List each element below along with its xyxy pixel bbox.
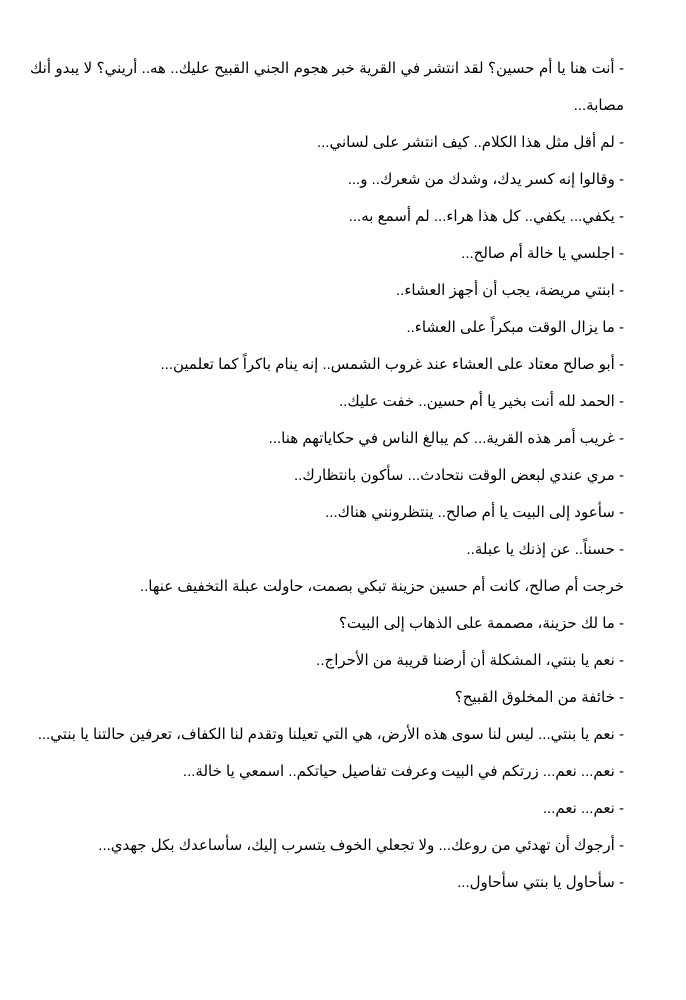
- paragraph-6: - ابنتي مريضة، يجب أن أجهز العشاء..: [396, 282, 624, 299]
- paragraph-13: - حسناً.. عن إذنك يا عبلة..: [466, 541, 624, 558]
- paragraph-17: - خائفة من المخلوق القبيح؟: [454, 689, 624, 706]
- paragraph-9: - الحمد لله أنت بخير يا أم حسين.. خفت عليك..: [339, 393, 624, 410]
- paragraph-12: - سأعود إلى البيت يا أم صالح.. ينتظرونني هناك...: [325, 504, 624, 521]
- paragraph-7: - ما يزال الوقت مبكراً على العشاء..: [406, 319, 624, 336]
- paragraph-21: - أرجوك أن تهدئي من روعك... ولا تجعلي الخوف يتسرب إليك، سأساعدك بكل جهدي...: [98, 837, 624, 854]
- paragraph-14: خرجت أم صالح، كانت أم حسين حزينة تبكي بصمت، حاولت عبلة التخفيف عنها..: [139, 578, 624, 595]
- paragraph-18: - نعم يا بنتي... ليس لنا سوى هذه الأرض، هي التي تعيلنا وتقدم لنا الكفاف، تعرفين حالتنا يا بنتي...: [37, 726, 624, 743]
- paragraph-4: - يكفي... يكفي.. كل هذا هراء... لم أسمع به...: [348, 208, 624, 225]
- paragraph-10: - غريب أمر هذه القرية... كم يبالغ الناس في حكاياتهم هنا...: [268, 430, 624, 447]
- paragraph-15: - ما لك حزينة، مصممة على الذهاب إلى البيت؟: [338, 615, 624, 632]
- paragraph-5: - اجلسي يا خالة أم صالح...: [461, 245, 624, 262]
- paragraph-19: - نعم... نعم... زرتكم في البيت وعرفت تفاصيل حياتكم.. اسمعي يا خالة...: [182, 763, 624, 780]
- paragraph-3: - وقالوا إنه كسر يدك، وشدك من شعرك.. و...: [347, 171, 624, 188]
- paragraph-11: - مري عندي لبعض الوقت نتحادث... سأكون بانتظارك..: [294, 467, 624, 484]
- paragraph-22: - سأحاول يا بنتي سأحاول...: [457, 874, 624, 891]
- paragraph-1: - أنت هنا يا أم حسين؟ لقد انتشر في القرية خبر هجوم الجني القبيح عليك.. هه.. أريني؟ لا يبدو أنك مصابة...: [30, 60, 624, 114]
- paragraph-8: - أبو صالح معتاد على العشاء عند غروب الشمس.. إنه ينام باكراً كما تعلمين...: [160, 356, 624, 373]
- paragraph-16: - نعم يا بنتي، المشكلة أن أرضنا قريبة من الأحراج..: [316, 652, 624, 669]
- paragraph-2: - لم أقل مثل هذا الكلام.. كيف انتشر على لساني...: [316, 134, 624, 151]
- paragraph-20: - نعم... نعم...: [542, 800, 624, 817]
- document-page: [30, 50, 624, 901]
